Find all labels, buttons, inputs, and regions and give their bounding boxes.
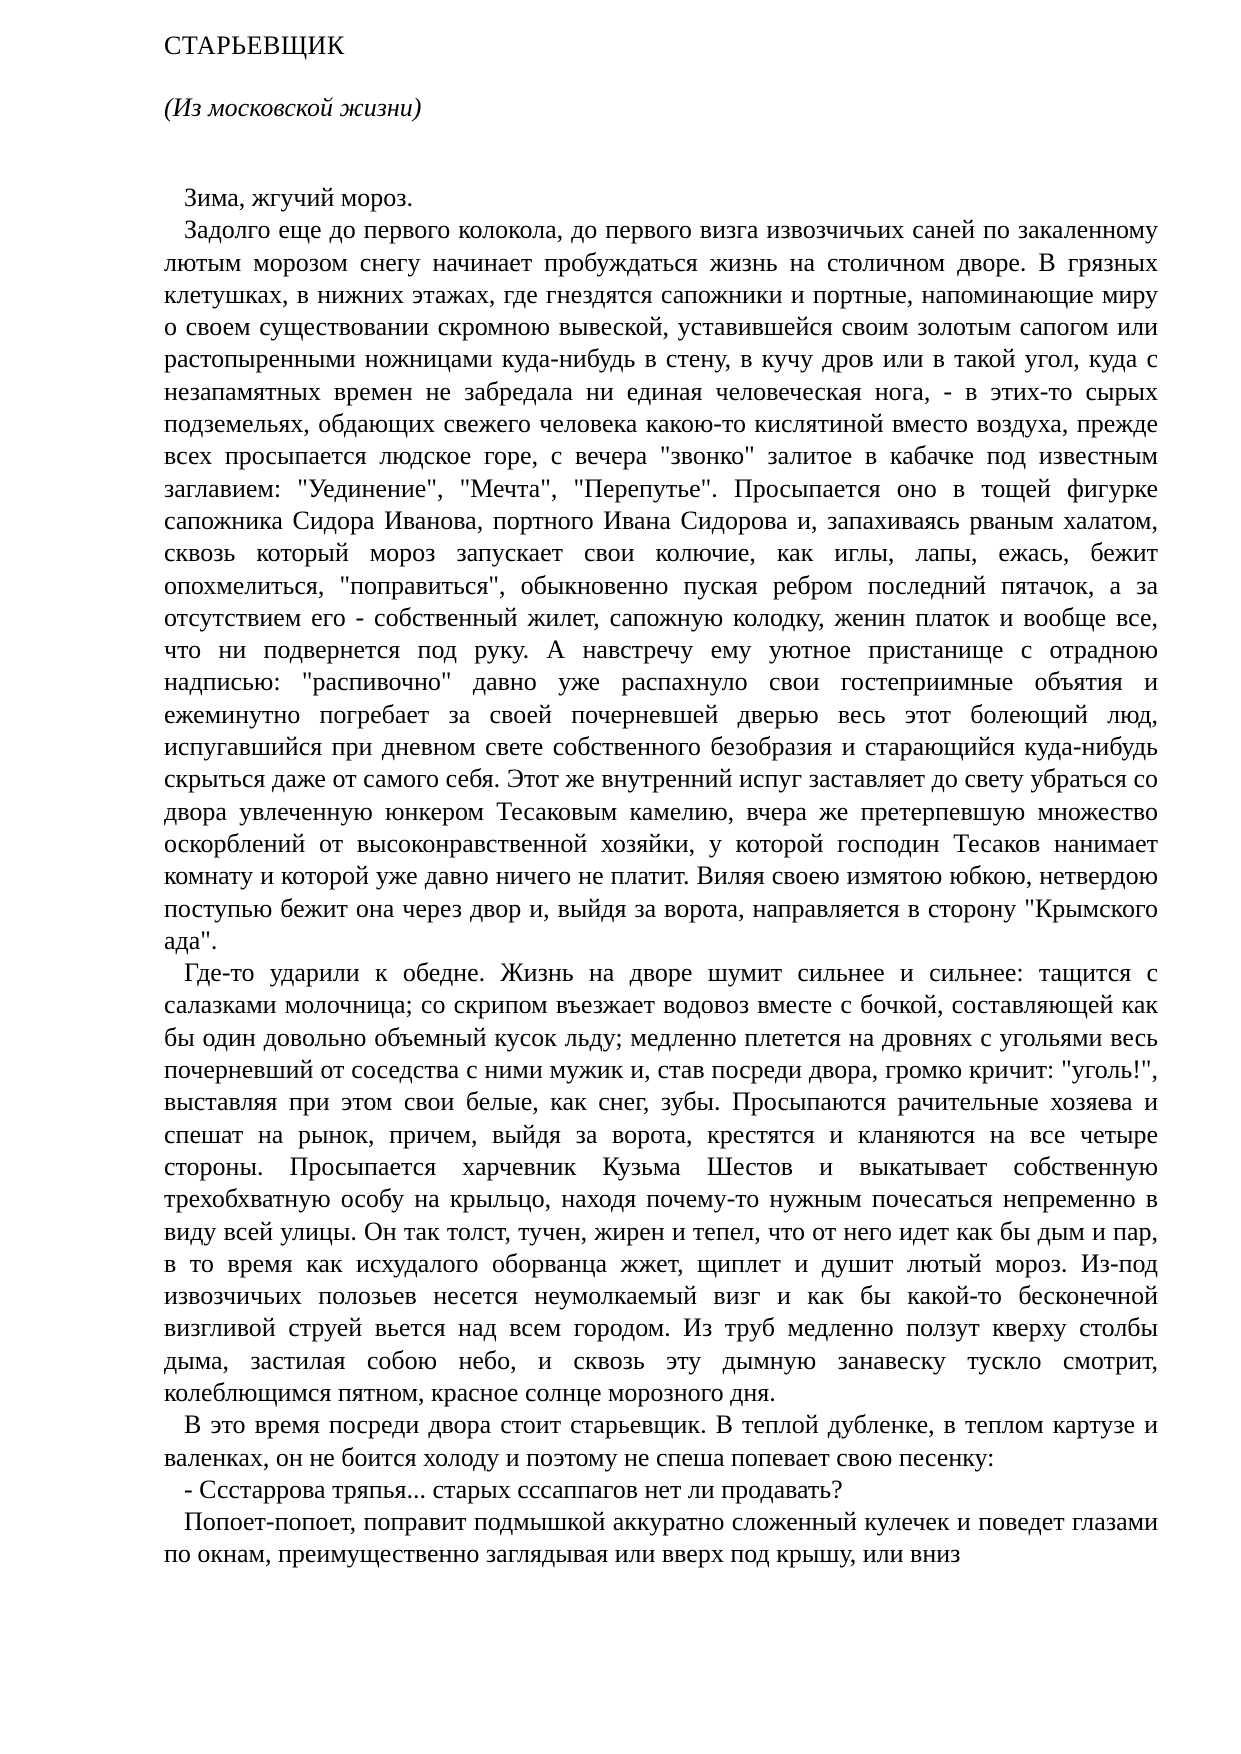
paragraph-6: Попоет-попоет, поправит подмышкой аккуратно сложенный кулечек и поведет глазами по окнам, преимущественно заглядывая или вверх под крышу, или вниз xyxy=(164,1507,1158,1569)
document-title: СТАРЬЕВЩИК xyxy=(164,31,345,60)
paragraph-3: Где-то ударили к обедне. Жизнь на дворе шумит сильнее и сильнее: тащится с салазками молочница; со скрипом въезжает водовоз вместе с бочкой, составляющей как бы один довольно объемный кусок льду; медленно плетется на дровнях с угольями весь почерневший от соседства с ними мужик и, став посреди двора, громко кричит: "уголь!", выставляя при этом свои белые, как снег, зубы. Просыпаются рачительные хозяева и спешат на рынок, причем, выйдя за ворота, крестятся и кланяются на все четыре стороны. Просыпается харчевник Кузьма Шестов и выкатывает собственную трехобхватную особу на крыльцо, находя почему-то нужным почесаться непременно в виду всей улицы. Он так толст, тучен, жирен и тепел, что от него идет как бы дым и пар, в то время как исхудалого оборванца жжет, щиплет и душит лютый мороз. Из-под извозчичьих полозьев несется неумолкаемый визг и как бы какой-то бесконечной визгливой струей вьется над всем городом. Из труб медленно ползут кверху столбы дыма, застилая собою небо, и сквозь эту дымную занавеску тускло смотрит, колеблющимся пятном, красное солнце морозного дня. xyxy=(164,958,1158,1407)
paragraph-2: Задолго еще до первого колокола, до первого визга извозчичьих саней по закаленному лютым морозом снегу начинает пробуждаться жизнь на столичном дворе. В грязных клетушках, в нижних этажах, где гнездятся сапожники и портные, напоминающие миру о своем существовании скромною вывеской, уставившейся своим золотым сапогом или растопыренными ножницами куда-нибудь в стену, в кучу дров или в такой угол, куда с незапамятных времен не забредала ни единая человеческая нога, - в этих-то сырых подземельях, обдающих свежего человека какою-то кислятиной вместо воздуха, прежде всех просыпается людское горе, с вечера "звонко" залитое в кабачке под известным заглавием: "Уединение", "Мечта", "Перепутье". Просыпается оно в тощей фигурке сапожника Сидора Иванова, портного Ивана Сидорова и, запахиваясь рваным халатом, сквозь который мороз запускает свои колючие, как иглы, лапы, ежась, бежит опохмелиться, "поправиться", обыкновенно пуская ребром последний пятачок, а за отсутствием его - собственный жилет, сапожную колодку, женин платок и вообще все, что ни подвернется под руку. А навстречу ему уютное пристанище с отрадною надписью: "распивочно" давно уже распахнуло свои гостеприимные объятия и ежеминутно погребает за своей почерневшей дверью весь этот болеющий люд, испугавшийся при дневном свете собственного безобразия и старающийся куда-нибудь скрыться даже от самого себя. Этот же внутренний испуг заставляет до свету убраться со двора увлеченную юнкером Тесаковым камелию, вчера же претерпевшую множество оскорблений от высоконравственной хозяйки, у которой господин Тесаков нанимает комнату и которой уже давно ничего не платит. Виляя своею измятою юбкою, нетвердою поступью бежит она через двор и, выйдя за ворота, направляется в сторону "Крымского ада". xyxy=(164,215,1158,955)
document-subtitle: (Из московской жизни) xyxy=(164,93,422,122)
document-page xyxy=(164,28,1158,1571)
paragraph-5: - Ссстаррова тряпья... старых сссаппагов нет ли продавать? xyxy=(184,1474,843,1504)
document-body xyxy=(164,182,1158,1571)
paragraph-4: В это время посреди двора стоит старьевщик. В теплой дубленке, в теплом картузе и валенках, он не боится холоду и поэтому не спеша попевает свою песенку: xyxy=(164,1410,1158,1472)
paragraph-1: Зима, жгучий мороз. xyxy=(184,183,414,212)
